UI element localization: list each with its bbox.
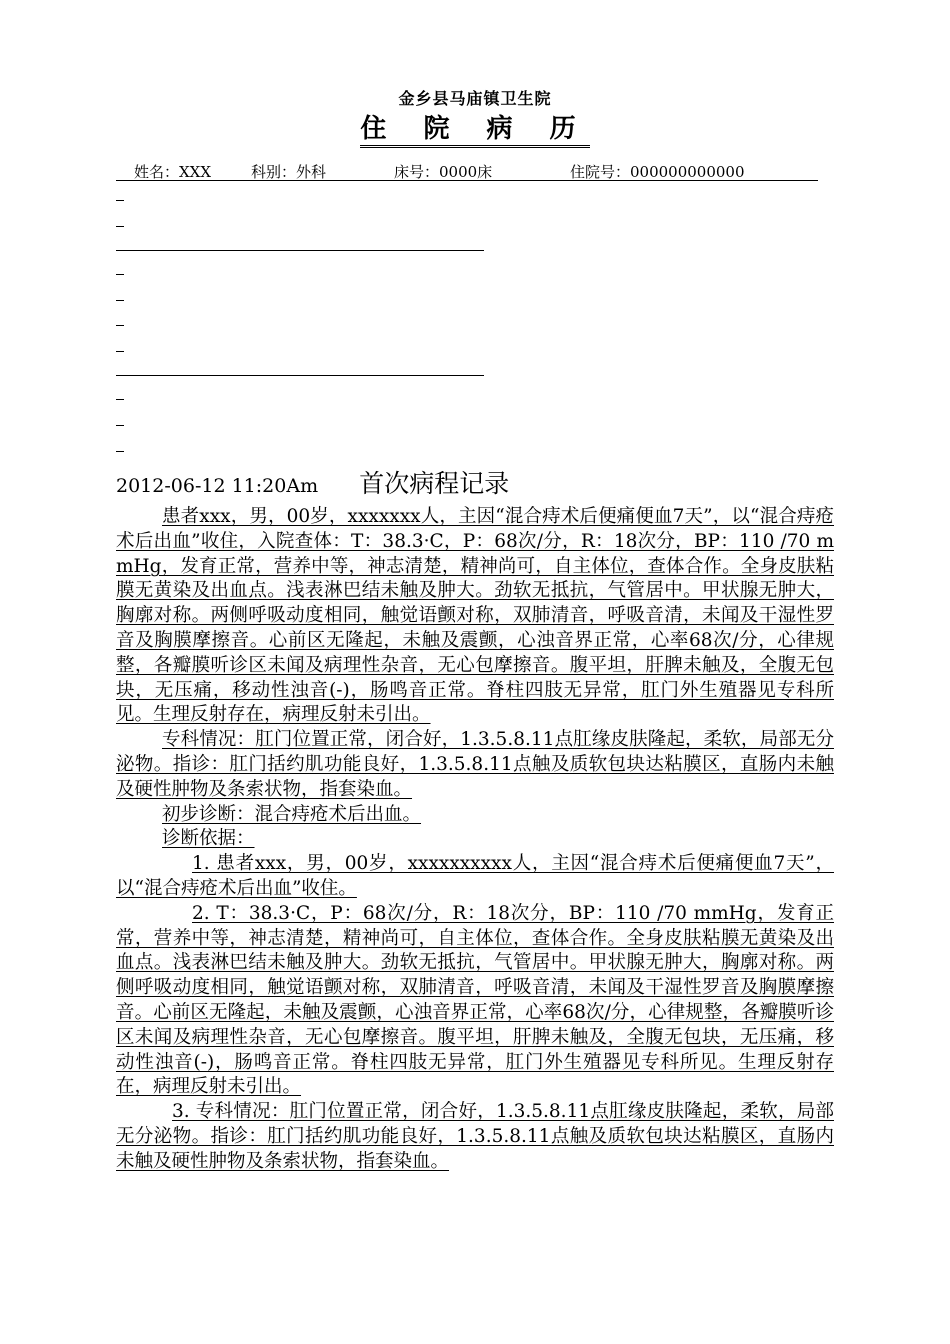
- record-paragraph-basis-2: 2. T：38.3·C，P：68次/分，R：18次分，BP：110 /70 mmHg，发育正常，营养中等，神志清楚，精神尚可，自主体位，查体合作。全身皮肤粘膜无黄染及出血点。浅表淋巴结未触及肿大。劲软无抵抗，气管居中。甲状腺无肿大，胸廓对称。两侧呼吸动度相同，触觉语颤对称，双肺清音，呼吸音清，未闻及干湿性罗音及胸膜摩擦音。心前区无隆起，未触及震颤，心浊音界正常，心率68次/分，心律规整，各瓣膜听诊区未闻及病理性杂音，无心包摩擦音。腹平坦，肝脾未触及，全腹无包块，无压痛，移动性浊音(-)，肠鸣音正常。脊柱四肢无异常，肛门外生殖器见专科所见。生理反射存在，病理反射未引出。: [116, 902, 834, 1098]
- hospital-name: 金乡县马庙镇卫生院: [398, 89, 552, 108]
- separator-line: [116, 250, 484, 251]
- record-datetime: 2012-06-12 11:20Am: [116, 475, 319, 497]
- patient-admission-no: 住院号：000000000000: [570, 163, 745, 181]
- record-paragraph-basis-heading: 诊断依据：: [162, 828, 255, 850]
- blank-field-marker: [116, 399, 124, 400]
- record-paragraph-history: 患者xxx，男，00岁，xxxxxxx人，主因“混合痔术后便痛便血7天”，以“混合痔疮术后出血”收住，入院查体：T：38.3·C，P：68次/分，R：18次分，BP：110 /70 mmHg，发育正常，营养中等，神志清楚，精神尚可，自主体位，查体合作。全身皮肤粘膜无黄染及出血点。浅表淋巴结未触及肿大。劲软无抵抗，气管居中。甲状腺无肿大，胸廓对称。两侧呼吸动度相同，触觉语颤对称，双肺清音，呼吸音清，未闻及干湿性罗音及胸膜摩擦音。心前区无隆起，未触及震颤，心浊音界正常，心率68次/分，心律规整，各瓣膜听诊区未闻及病理性杂音，无心包摩擦音。腹平坦，肝脾未触及，全腹无包块，无压痛，移动性浊音(-)，肠鸣音正常。脊柱四肢无异常，肛门外生殖器见专科所见。生理反射存在，病理反射未引出。: [116, 506, 834, 726]
- blank-field-marker: [116, 200, 124, 201]
- document-title-text: 住 院 病 历: [360, 114, 589, 148]
- record-paragraph-basis-3: 3. 专科情况：肛门位置正常，闭合好，1.3.5.8.11点肛缘皮肤隆起，柔软，局部无分泌物。指诊：肛门括约肌功能良好，1.3.5.8.11点触及质软包块达粘膜区，直肠内未触及硬性肿物及条索状物，指套染血。: [116, 1101, 834, 1172]
- patient-info-line: [116, 160, 818, 181]
- blank-field-marker: [116, 274, 124, 275]
- patient-bed: 床号：0000床: [394, 163, 493, 181]
- blank-field-marker: [116, 425, 124, 426]
- blank-field-marker: [116, 226, 124, 227]
- record-paragraph-diagnosis: 初步诊断：混合痔疮术后出血。: [162, 803, 422, 825]
- blank-field-marker: [116, 300, 124, 301]
- blank-field-marker: [116, 325, 124, 326]
- blank-field-marker: [116, 451, 124, 452]
- document-title: [0, 108, 950, 145]
- record-paragraph-specialty: 专科情况：肛门位置正常，闭合好，1.3.5.8.11点肛缘皮肤隆起，柔软，局部无分泌物。指诊：肛门括约肌功能良好，1.3.5.8.11点触及质软包块达粘膜区，直肠内未触及硬性肿物及条索状物，指套染血。: [116, 729, 834, 800]
- patient-department: 科别：外科: [251, 163, 327, 181]
- record-paragraph-basis-1: 1. 患者xxx，男，00岁，xxxxxxxxxx人，主因“混合痔术后便痛便血7天”，以“混合痔疮术后出血”收住。: [116, 853, 834, 899]
- blank-field-marker: [116, 351, 124, 352]
- patient-name: 姓名：XXX: [134, 163, 212, 181]
- record-body: [116, 505, 834, 1175]
- record-title: 首次病程记录: [359, 469, 510, 498]
- progress-note-header: [116, 464, 509, 500]
- separator-line: [116, 375, 484, 376]
